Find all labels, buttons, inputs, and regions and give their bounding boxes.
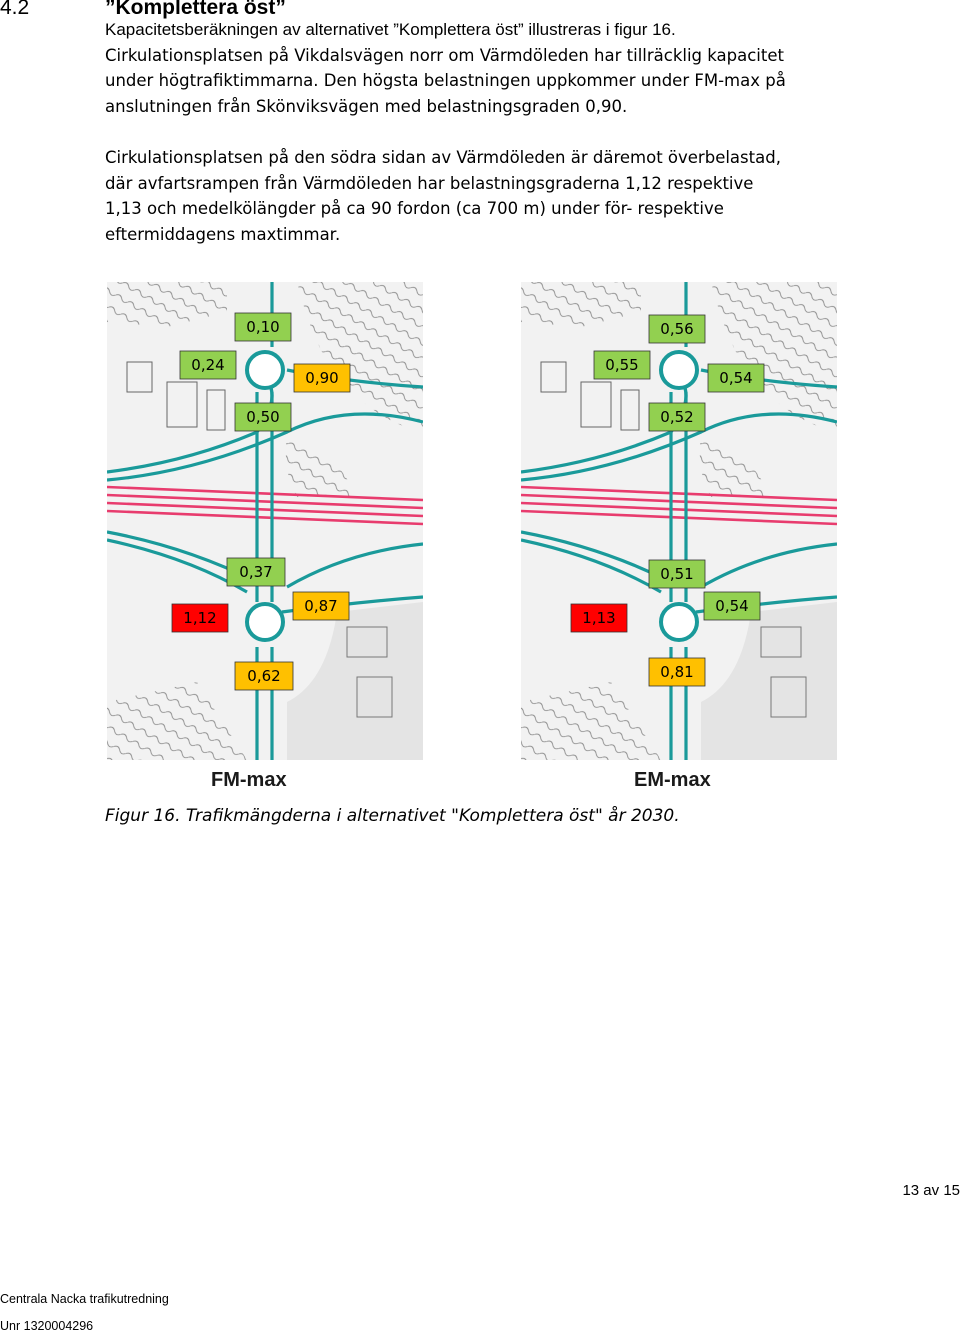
svg-text:0,62: 0,62 bbox=[247, 667, 281, 685]
load-badge-south-w bbox=[571, 604, 627, 632]
svg-text:0,54: 0,54 bbox=[715, 597, 749, 615]
paragraph-line: Cirkulationsplatsen på Vikdalsvägen norr om Värmdöleden har tillräcklig kapacitet bbox=[105, 45, 784, 65]
svg-text:1,12: 1,12 bbox=[183, 609, 217, 627]
load-badge-north-s bbox=[649, 403, 705, 431]
svg-text:0,50: 0,50 bbox=[246, 408, 280, 426]
svg-text:0,55: 0,55 bbox=[605, 356, 639, 374]
load-badge-south-s bbox=[235, 662, 293, 690]
svg-text:1,13: 1,13 bbox=[582, 609, 616, 627]
load-badge-south-e bbox=[293, 592, 349, 620]
footer-title: Centrala Nacka trafikutredning bbox=[0, 1292, 169, 1306]
map-em-max bbox=[521, 282, 837, 760]
svg-text:0,52: 0,52 bbox=[660, 408, 694, 426]
load-badge-north-s bbox=[235, 403, 291, 431]
load-badge-north-w bbox=[594, 351, 650, 379]
load-badge-north-e bbox=[294, 364, 350, 392]
svg-text:0,54: 0,54 bbox=[719, 369, 753, 387]
svg-text:0,10: 0,10 bbox=[246, 318, 280, 336]
paragraph-line: under högtrafiktimmarna. Den högsta belastningen uppkommer under FM-max på bbox=[105, 71, 786, 91]
load-badge-north-w bbox=[180, 351, 236, 379]
load-badge-north-e bbox=[708, 364, 764, 392]
section-title: ”Komplettera öst” bbox=[105, 0, 286, 19]
load-badge-north-n bbox=[649, 315, 705, 343]
roundabout-north bbox=[247, 352, 283, 388]
paragraph-2 bbox=[105, 145, 885, 247]
svg-text:0,90: 0,90 bbox=[305, 369, 339, 387]
map-fm-max bbox=[107, 282, 423, 760]
map-label-em: EM-max bbox=[634, 769, 711, 791]
page-number: 13 av 15 bbox=[902, 1182, 960, 1199]
roundabout-north bbox=[661, 352, 697, 388]
load-badge-south-n bbox=[649, 560, 705, 588]
svg-text:0,24: 0,24 bbox=[191, 356, 225, 374]
paragraph-line: 1,13 och medelkölängder på ca 90 fordon (ca 700 m) under för- respektive bbox=[105, 199, 724, 219]
paragraph-line: anslutningen från Skönviksvägen med belastningsgraden 0,90. bbox=[105, 96, 628, 116]
section-number: 4.2 bbox=[0, 0, 30, 19]
load-badge-south-s bbox=[649, 658, 705, 686]
load-badge-south-w bbox=[172, 604, 228, 632]
roundabout-south bbox=[661, 604, 697, 640]
svg-text:0,56: 0,56 bbox=[660, 320, 694, 338]
map-label-fm: FM-max bbox=[211, 769, 287, 791]
load-badge-south-n bbox=[227, 558, 285, 586]
figure-caption: Figur 16. Trafikmängderna i alternativet "Komplettera öst" år 2030. bbox=[105, 806, 680, 826]
load-badge-south-e bbox=[704, 592, 760, 620]
roundabout-south bbox=[247, 604, 283, 640]
footer-reference: Unr 1320004296 bbox=[0, 1319, 94, 1333]
paragraph-1 bbox=[105, 17, 885, 119]
svg-text:0,87: 0,87 bbox=[304, 597, 338, 615]
paragraph-line: Kapacitetsberäkningen av alternativet ”Komplettera öst” illustreras i figur 16. bbox=[105, 20, 676, 39]
paragraph-line: Cirkulationsplatsen på den södra sidan av Värmdöleden är däremot överbelastad, bbox=[105, 148, 781, 167]
svg-text:0,51: 0,51 bbox=[660, 565, 694, 583]
paragraph-line: där avfartsrampen från Värmdöleden har belastningsgraderna 1,12 respektive bbox=[105, 173, 754, 193]
load-badge-north-n bbox=[235, 313, 291, 341]
svg-text:0,81: 0,81 bbox=[660, 663, 694, 681]
paragraph-line: eftermiddagens maxtimmar. bbox=[105, 224, 341, 244]
svg-text:0,37: 0,37 bbox=[239, 563, 273, 581]
